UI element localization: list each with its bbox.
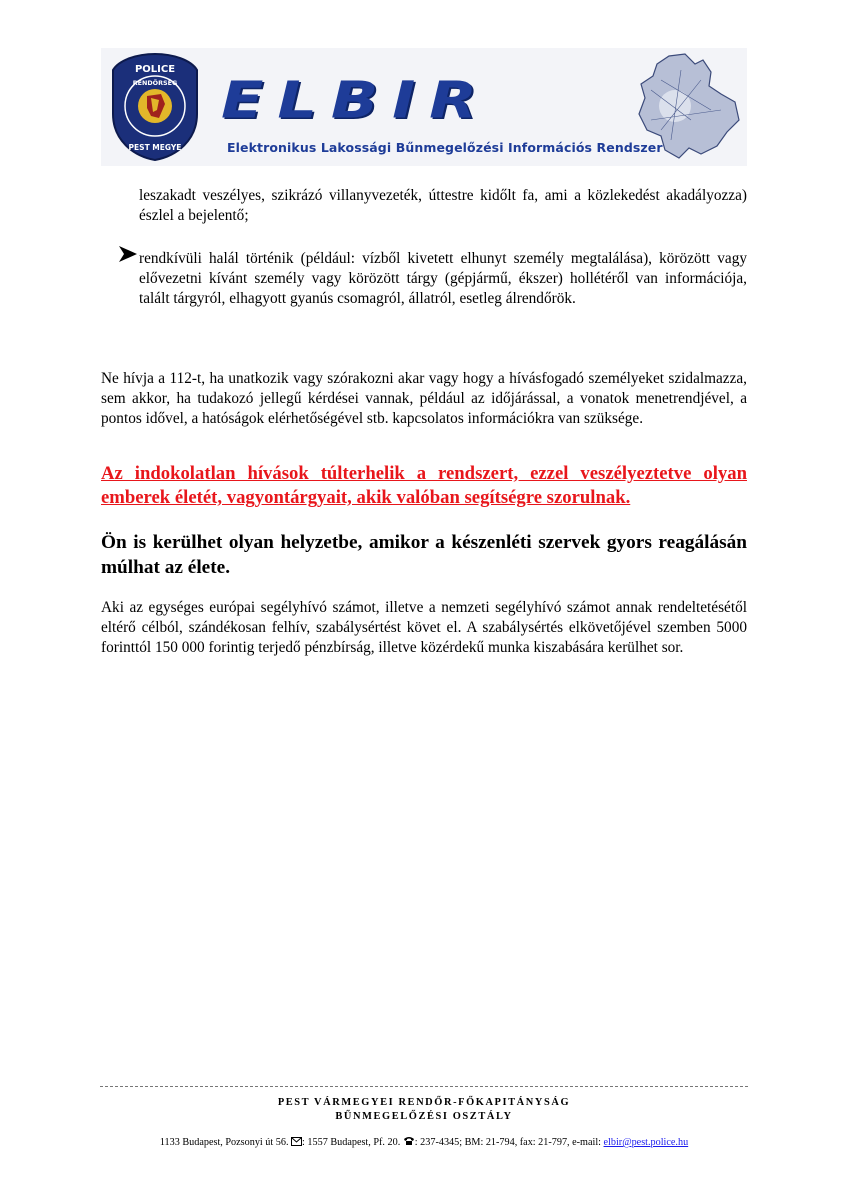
footer-phones: : 237-4345; BM: 21-794, fax: 21-797, e-mail:: [414, 1137, 601, 1148]
police-badge-logo: [111, 52, 199, 162]
envelope-icon: [291, 1137, 302, 1146]
footer-department: BŰNMEGELŐZÉSI OSZTÁLY: [335, 1111, 513, 1122]
paragraph-penalty: Aki az egységes európai segélyhívó számot, illetve a nemzeti segélyhívó számot annak rendeltetésétől eltérő célból, szándékosan felhív, szabálysértést követ el. A szabálysértés elkövetőjével szemben 5000 forinttól 150 000 forintig terjedő pénzbírság, illetve közérdekű munka kiszabására kerülhet sor.: [101, 599, 747, 656]
footer-address: 1133 Budapest, Pozsonyi út 56.: [159, 1137, 289, 1148]
emphasis-heading: Ön is kerülhet olyan helyzetbe, amikor a készenléti szervek gyors reagálásán múlhat az élete.: [101, 532, 747, 578]
bullet-continuation: leszakadt veszélyes, szikrázó villanyvezeték, úttestre kidőlt fa, ami a közlekedést akadályozza) észlel a bejelentő;: [139, 187, 747, 224]
arrow-bullet-icon: [118, 244, 138, 264]
footer-divider: [100, 1086, 748, 1087]
elbir-logo-text: ELBIR: [221, 70, 491, 130]
badge-police-text: POLICE: [134, 64, 176, 75]
bullet-item-death-report: rendkívüli halál történik (például: vízből kivetett elhunyt személy megtalálása), körözött vagy elővezetni kívánt személy vagy körözött tárgy (gépjármű, ékszer) hollétéről van információja, talált tárgyról, elhagyott gyanús csomagról, állatról, esetleg álrendőrök.: [139, 250, 747, 307]
phone-icon: [403, 1136, 415, 1146]
footer-email-link[interactable]: elbir@pest.police.hu: [603, 1137, 689, 1148]
badge-rendorseg-text: RENDŐRSÉG: [132, 79, 178, 87]
pest-county-map-icon: [631, 50, 745, 164]
footer-contact: [80, 1136, 768, 1150]
elbir-subtitle: Elektronikus Lakossági Bűnmegelőzési Információs Rendszer: [227, 140, 663, 155]
badge-pest-megye-text: PEST MEGYE: [128, 143, 182, 152]
footer-postal: : 1557 Budapest, Pf. 20.: [302, 1137, 401, 1148]
footer-org-name: PEST VÁRMEGYEI RENDŐR-FŐKAPITÁNYSÁG: [277, 1097, 571, 1108]
header-banner: [101, 48, 747, 166]
paragraph-do-not-call: Ne hívja a 112-t, ha unatkozik vagy szórakozni akar vagy hogy a hívásfogadó személyeket szidalmazza, sem akkor, ha tudakozó jellegű kérdései vannak, például az időjárással, a vonatok menetrendjével, a pontos idővel, a hatóságok elérhetőségével stb. kapcsolatos információkra van szüksége.: [101, 370, 747, 427]
warning-text: Az indokolatlan hívások túlterhelik a rendszert, ezzel veszélyeztetve olyan emberek életét, vagyontárgyait, akik valóban segítségre szorulnak.: [101, 463, 747, 508]
